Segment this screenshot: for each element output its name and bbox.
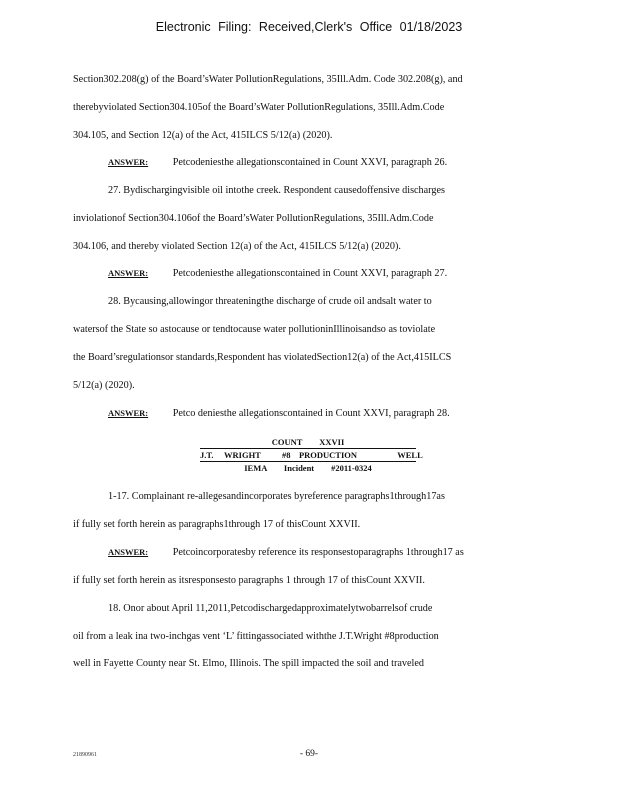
answer-label: ANSWER:: [108, 547, 149, 557]
body-line: 304.105, and Section 12(a) of the Act, 415ILCS 5/12(a) (2020).: [73, 130, 333, 141]
body-line: 28. Bycausing,allowingor threateningthe discharge of crude oil andsalt water to: [108, 296, 432, 307]
count-subject: J.T. WRIGHT #8 PRODUCTION WELL: [200, 450, 423, 460]
body-line: 5/12(a) (2020).: [73, 380, 135, 391]
answer-paragraph: [108, 157, 447, 168]
answer-paragraph: [108, 268, 447, 279]
body-line: oil from a leak ina two-inchgas vent ‘L’ fittingassociated withthe J.T.Wright #8production: [73, 631, 439, 642]
count-heading: [200, 436, 423, 474]
answer-text: Petcoincorporatesby reference its responsestoparagraphs 1through17 as: [172, 547, 464, 558]
count-title: COUNT XXVII: [271, 437, 345, 447]
count-incident: IEMA Incident #2011-0324: [244, 463, 372, 473]
body-line: 27. Bydischargingvisible oil intothe creek. Respondent causedoffensive discharges: [108, 185, 445, 196]
body-line: 304.106, and thereby violated Section 12(a) of the Act, 415ILCS 5/12(a) (2020).: [73, 241, 401, 252]
answer-label: ANSWER:: [108, 268, 149, 278]
body-line: watersof the State so astocause or tendtocause water pollutioninIllinoisandso as toviolate: [73, 324, 436, 335]
answer-label: ANSWER:: [108, 157, 149, 167]
document-id: 21890961: [73, 752, 97, 758]
answer-text: Petcodeniesthe allegationscontained in Count XXVI, paragraph 26.: [172, 157, 448, 168]
answer-text: Petco deniesthe allegationscontained in Count XXVI, paragraph 28.: [172, 408, 450, 419]
answer-paragraph: [108, 547, 464, 558]
body-line: if fully set forth herein as paragraphs1through 17 of thisCount XXVII.: [73, 519, 361, 530]
body-line: the Board’sregulationsor standards,Respondent has violatedSection12(a) of the Act,415ILCS: [73, 352, 452, 363]
answer-paragraph: [108, 408, 450, 419]
page-number: - 69-: [299, 749, 319, 759]
body-line: 1-17. Complainant re-allegesandincorporates byreference paragraphs1through17as: [108, 491, 445, 502]
filing-header: Electronic Filing: Received,Clerk's Office 01/18/2023: [155, 20, 463, 34]
body-line: inviolationof Section304.106of the Board’sWater PollutionRegulations, 35Ill.Adm.Code: [73, 213, 434, 224]
body-line: if fully set forth herein as itsresponsesto paragraphs 1 through 17 of thisCount XXVII.: [73, 575, 425, 586]
body-line: therebyviolated Section304.105of the Board’sWater PollutionRegulations, 35Ill.Adm.Code: [73, 102, 445, 113]
answer-text: Petcodeniesthe allegationscontained in Count XXVI, paragraph 27.: [172, 268, 448, 279]
body-line: 18. Onor about April 11,2011,Petcodischargedapproximatelytwobarrelsof crude: [108, 603, 433, 614]
answer-label: ANSWER:: [108, 408, 149, 418]
body-line: Section302.208(g) of the Board’sWater PollutionRegulations, 35Ill.Adm. Code 302.208(g), and: [73, 74, 463, 85]
body-line: well in Fayette County near St. Elmo, Illinois. The spill impacted the soil and traveled: [73, 658, 424, 669]
